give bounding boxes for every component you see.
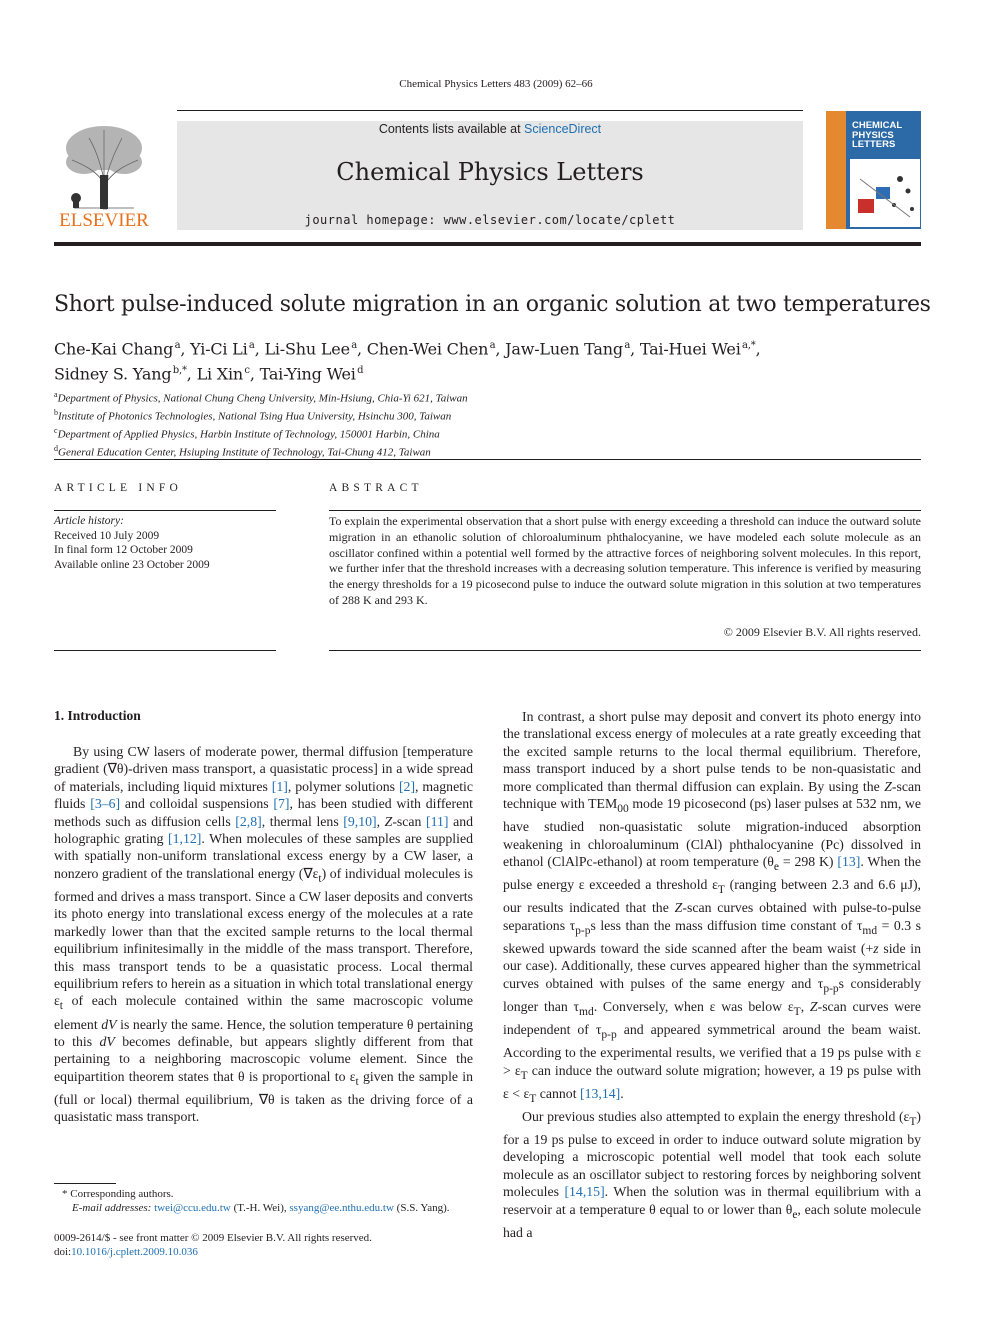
article-info-heading: ARTICLE INFO (54, 482, 182, 494)
elsevier-logo[interactable] (54, 120, 154, 232)
citation-link[interactable]: [11] (426, 813, 449, 829)
author-name[interactable]: Tai-Huei Wei (639, 339, 741, 359)
journal-homepage[interactable]: journal homepage: www.elsevier.com/locate/cplett (304, 213, 676, 227)
cover-title (852, 121, 902, 150)
text-run: given the sample in (full or local) thermal equilibrium, ∇θ is taken as the driving force of a quasistatic mass transport. (54, 1068, 473, 1125)
text-run: , has been studied with different methods such as diffusion cells (54, 796, 473, 829)
author-affil-mark: a (248, 340, 255, 351)
author-name[interactable]: Li-Shu Lee (264, 339, 350, 359)
text-run: , thermal lens (261, 813, 344, 829)
subscript: T (529, 1092, 537, 1105)
elsevier-wordmark: ELSEVIER (59, 210, 149, 231)
citation-link[interactable]: [2,8] (235, 813, 262, 829)
left-column (54, 743, 473, 1126)
abstract-rule (329, 510, 921, 511)
cover-title-line: LETTERS (852, 139, 896, 150)
cover-title-line: CHEMICAL (852, 120, 903, 131)
italic-run: Z (884, 778, 892, 794)
citation-link[interactable]: [9,10] (343, 813, 377, 829)
italic-run: dV (99, 1034, 115, 1049)
italic-run: Z (384, 813, 393, 829)
author-name[interactable]: Chen-Wei Chen (366, 339, 489, 359)
author-affil-mark: a (351, 340, 358, 351)
citation-link[interactable]: [2] (398, 778, 416, 794)
affiliation (54, 388, 934, 406)
journal-cover-thumbnail[interactable] (826, 111, 921, 229)
text-run: By using CW lasers of moderate power, thermal diffusion [temperature gradient (∇θ)-driven mass transport, a quasistatic process] in a wide spread of materials, including liquid mixtures (54, 744, 473, 794)
subscript: t (355, 1075, 359, 1088)
text-run: side in our case). Additionally, these curves appeared higher than the symmetrical curves obtained with pulses of the same energy and τ (503, 940, 921, 991)
subscript: p-p (575, 924, 591, 937)
author-list (54, 335, 934, 386)
text-run: (ranging between 2.3 and 6.6 μJ), our results indicated that the (503, 877, 922, 916)
text-run: ) for a 19 ps pulse to exceed in order to induce outward solute migration by developing a microscopic potential well model that took each solute molecule as an oscillator subject to restoring forces by neighboring solvent molecules (503, 1108, 921, 1200)
text-run: . When molecules of these samples are supplied with spatially non-uniform translational excess energy by a CW laser, a nonzero gradient of the translational energy (∇ε (54, 831, 473, 881)
citation-link[interactable]: [1,12] (168, 831, 202, 847)
affiliation-key: d (54, 444, 58, 454)
running-head: Chemical Physics Letters 483 (2009) 62–66 (399, 78, 593, 90)
affiliation-text: Institute of Photonics Technologies, National Tsing Hua University, Hsinchu 300, Taiwan (58, 410, 452, 423)
journal-title: Chemical Physics Letters (336, 158, 644, 186)
cover-strip (826, 111, 846, 229)
text-run: ) of individual molecules is formed and drives a mass transport. Since a CW laser deposits and converts its photo energy into translational excess energy of the molecules at a rate markedly lower than that the excited sample returns to the local thermal equilibrium infinitesimally in the middle of the mass transport. Therefore, this mass transport tends to be a quasistatic process. Local thermal equilibrium refers to herein as a situation in which total translational energy ε (54, 865, 473, 1009)
text-run: = 298 K) (779, 854, 838, 869)
subscript: e (773, 860, 780, 873)
abstract-heading: ABSTRACT (329, 482, 423, 494)
author-affil-mark: b,* (172, 365, 187, 377)
affiliation-text: Department of Physics, National Chung Cheng University, Min-Hsiung, Chia-Yi 621, Taiwan (57, 392, 468, 405)
footnote-rule (54, 1183, 116, 1184)
author-name[interactable]: Tai-Ying Wei (259, 364, 356, 384)
contents-available-line (177, 122, 803, 136)
author-name[interactable]: Sidney S. Yang (54, 364, 172, 384)
text-run: is nearly the same. Hence, the solution temperature θ pertaining to this (54, 1016, 473, 1049)
text-run: . Conversely, when ε was below ε (593, 998, 794, 1014)
italic-run: Z (674, 900, 683, 916)
subscript: T (793, 1005, 801, 1018)
email-note (54, 1201, 473, 1215)
subscript: t (59, 1000, 63, 1013)
text-run: and holographic grating (54, 813, 473, 847)
article-history (54, 514, 276, 572)
email-link[interactable]: twei@ccu.edu.tw (154, 1202, 231, 1214)
contents-prefix: Contents lists available at (378, 122, 525, 136)
affiliation-key: b (54, 408, 58, 418)
affiliations (54, 388, 934, 461)
affiliations-rule (54, 459, 921, 460)
sciencedirect-link[interactable]: ScienceDirect (524, 122, 602, 136)
abstract-bottom-rule (329, 650, 921, 651)
text-run: mode 19 picosecond (ps) laser pulses at 532 nm, we have studied non-quasistatic solute migration-induced absorption weakening in chloroaluminum (ClAl) phthalocyanine (Pc) dissolved in ethanol (ClAlPc-ethanol) at room temperature (θ (503, 796, 921, 869)
paragraph (503, 1108, 921, 1241)
paragraph (503, 708, 921, 1108)
affiliation-key: a (54, 390, 58, 399)
affiliation (54, 406, 934, 424)
text-run: s considerably longer than τ (503, 975, 921, 1014)
author-affil-mark: a (624, 340, 631, 351)
article-info-bottom-rule (54, 650, 276, 651)
cover-title-line: PHYSICS (852, 129, 894, 141)
text-run: of each molecule contained within the same macroscopic volume element (54, 993, 473, 1032)
header-top-rule (177, 110, 803, 111)
text-run: , (376, 813, 385, 829)
subscript: T (520, 1069, 528, 1082)
text-run: -scan technique with TEM (503, 778, 921, 812)
article-title: Short pulse-induced solute migration in an organic solution at two temperatures (54, 292, 931, 317)
email-label: E-mail addresses: (72, 1202, 152, 1214)
text-run: and colloidal suspensions (120, 796, 274, 812)
author-line-1: Che-Kai Chang $^a$, Yi-Ci Li $^a$, Li-Shu Lee $^a$, Chen-Wei Chen $^a$, Jaw-Luen Tang $^a$, Tai-Huei Wei $^{a,*}$, (54, 339, 761, 359)
header-bottom-thick-rule (54, 242, 921, 246)
right-column (503, 708, 921, 1241)
author-name[interactable]: Che-Kai Chang (54, 339, 174, 359)
affiliation (54, 424, 934, 442)
citation-link[interactable]: [3–6] (90, 796, 121, 812)
abstract-text: To explain the experimental observation that a short pulse with energy exceeding a threshold can induce the outward solute migration in an ethanolic solution of chloroaluminum phthalocyanine, we have modeled each solute molecule as an oscillator confined within a potential well formed by the attractive forces of neighboring solvent molecules. In this report, we further infer that the threshold increases with a decreasing solution temperature. This inference is verified by measuring the energy thresholds for a 19 picosecond pulse to induce the outward solute migration in this solution at two temperatures of 288 K and 293 K. (329, 514, 921, 607)
article-info-rule (54, 510, 276, 511)
email-owner: (T.-H. Wei), (230, 1202, 290, 1214)
history-online: Available online 23 October 2009 (54, 558, 210, 571)
text-run: Our previous studies also attempted to explain the energy threshold (ε (522, 1108, 910, 1124)
article-history-label: Article history: (54, 515, 124, 527)
subscript: 00 (617, 802, 629, 815)
text-run: cannot (536, 1085, 580, 1101)
history-final-form: In final form 12 October 2009 (54, 544, 193, 556)
italic-run: dV (101, 1016, 117, 1032)
author-affil-mark: c (244, 365, 250, 377)
history-received: Received 10 July 2009 (54, 529, 160, 542)
text-run: , each solute molecule had a (503, 1201, 922, 1240)
paragraph (54, 743, 473, 1126)
text-run: . When the pulse energy ε exceeded a threshold ε (503, 854, 921, 893)
italic-run: z (873, 940, 879, 956)
email-owner: (S.S. Yang). (393, 1202, 450, 1214)
affiliation-text: Department of Applied Physics, Harbin Institute of Technology, 150001 Harbin, China (57, 428, 440, 441)
subscript: T (717, 883, 725, 896)
subscript: t (318, 872, 322, 885)
text-run: , polymer solutions (287, 778, 399, 794)
doi-line (54, 1245, 554, 1259)
text-run: can induce the outward solute migration; however, a 19 ps pulse with ε < ε (503, 1062, 921, 1101)
subscript: md (862, 924, 878, 937)
text-run: = 0.3 s skewed upwards toward the side scanned after the beam waist (+ (503, 917, 922, 956)
citation-link[interactable]: [14,15] (564, 1184, 605, 1200)
tree-icon (54, 120, 154, 212)
text-run: -scan curves were independent of τ (503, 998, 921, 1037)
author-name[interactable]: Yi-Ci Li (190, 339, 248, 359)
cover-image-icon (850, 159, 920, 227)
citation-link[interactable]: [1] (271, 778, 288, 794)
issn-line: 0009-2614/$ - see front matter © 2009 Elsevier B.V. All rights reserved. (54, 1232, 372, 1244)
email-link[interactable]: ssyang@ee.nthu.edu.tw (289, 1202, 394, 1214)
front-matter (54, 1231, 554, 1259)
text-run: In contrast, a short pulse may deposit and convert its photo energy into the translational excess energy of molecules at a rate greatly exceeding that the excited sample returns to the local thermal equilibrium. Therefore, mass transport induced by a short pulse tends to be non-quasistatic and more complicated than thermal diffusion can explain. By using the (503, 709, 921, 794)
affiliation-key: c (54, 426, 58, 436)
subscript: T (909, 1115, 917, 1128)
subscript: p-p (601, 1028, 617, 1041)
text-run: . (620, 1085, 624, 1101)
footnotes (54, 1187, 473, 1215)
subscript: p-p (823, 982, 839, 995)
text-run: -scan curves obtained with pulse-to-pulse separations τ (503, 900, 921, 933)
doi-prefix: doi: (54, 1246, 72, 1258)
affiliation-text: General Education Center, Hsiuping Institute of Technology, Tai-Chung 412, Taiwan (58, 447, 431, 460)
author-affil-mark: a (174, 340, 181, 351)
text-run: , magnetic fluids (54, 778, 473, 812)
affiliation (54, 442, 934, 460)
doi-link[interactable]: 10.1016/j.cplett.2009.10.036 (71, 1246, 198, 1258)
text-run: , (800, 998, 810, 1014)
subscript: e (792, 1208, 798, 1221)
citation-link[interactable]: [13] (837, 854, 861, 869)
text-run: and appeared symmetrical around the beam waist. According to the experimental results, we verified that a 19 ps pulse with ε > ε (503, 1022, 921, 1078)
italic-run: Z (809, 998, 818, 1014)
author-affil-mark: a,* (742, 340, 756, 351)
author-name[interactable]: Jaw-Luen Tang (505, 339, 623, 359)
subscript: md (579, 1005, 594, 1018)
corresponding-note: * Corresponding authors. (62, 1188, 174, 1200)
author-affil-mark: d (357, 365, 364, 377)
text-run: -scan (392, 813, 427, 829)
text-run: becomes definable, but appears slightly different from that pertaining to a neighboring macroscopic volume element. Since the equipartition theorem states that θ is proportional to ε (54, 1034, 473, 1084)
text-run: s less than the mass diffusion time constant of τ (590, 917, 863, 933)
abstract-copyright: © 2009 Elsevier B.V. All rights reserved. (723, 625, 921, 639)
author-name[interactable]: Li Xin (196, 364, 244, 384)
section-heading-introduction: 1. Introduction (54, 708, 141, 723)
author-affil-mark: a (489, 340, 496, 351)
citation-link[interactable]: [7] (273, 796, 290, 812)
text-run: . When the solution was in thermal equilibrium with a reservoir at a temperature θ equal to or lower than θ (503, 1184, 921, 1217)
citation-link[interactable]: [13,14] (580, 1085, 621, 1101)
author-line-2: Sidney S. Yang $^{b,*}$, Li Xin $^c$, Tai-Ying Wei $^d$ (54, 364, 364, 384)
